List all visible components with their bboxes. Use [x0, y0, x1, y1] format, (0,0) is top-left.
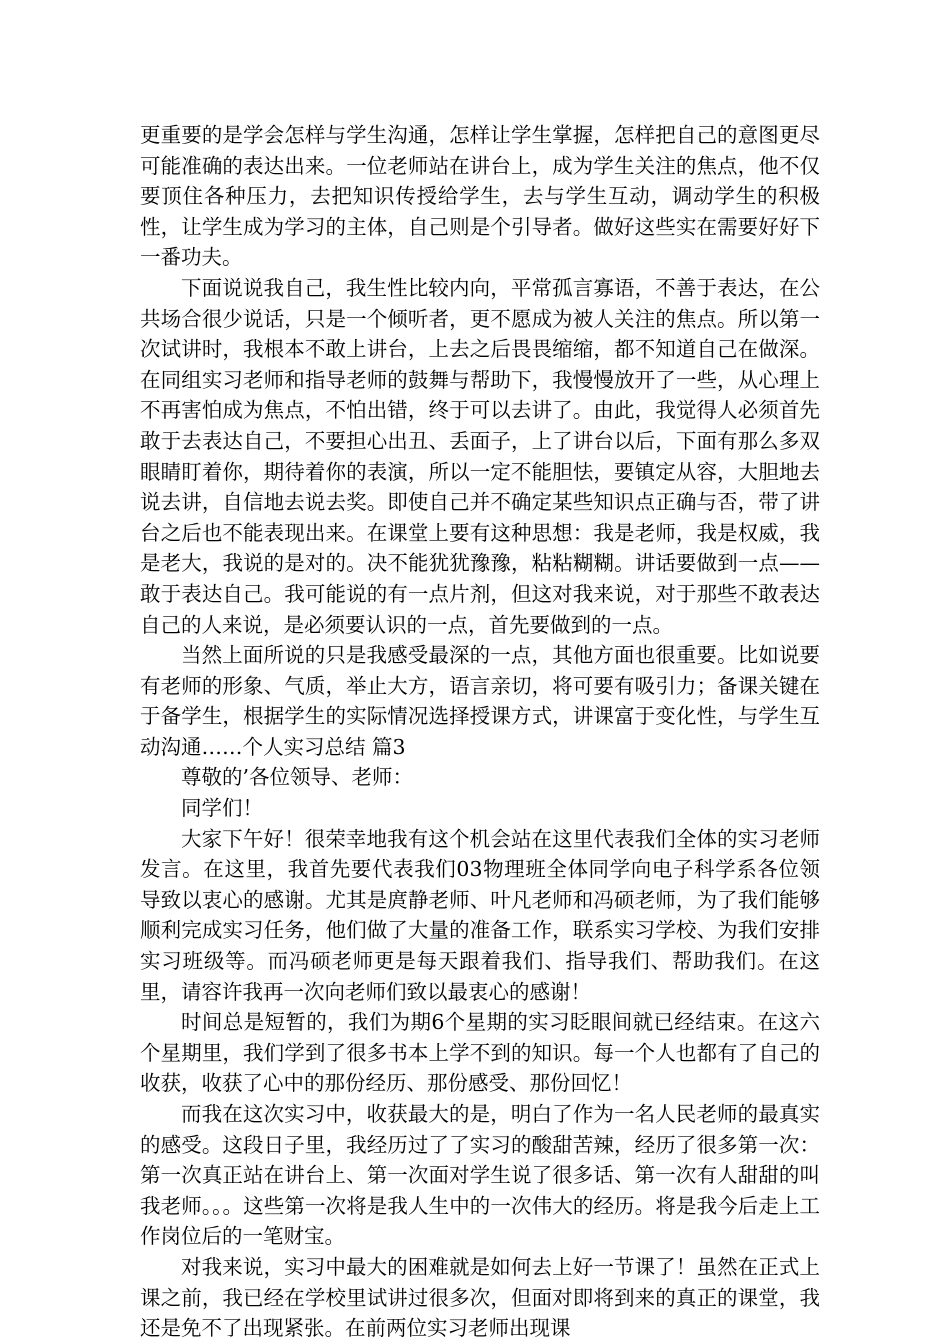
paragraph-8: 而我在这次实习中，收获最大的是，明白了作为一名人民老师的最真实的感受。这段日子里，我经历过了了实习的酸甜苦辣，经历了很多第一次：第一次真正站在讲台上、第一次面对学生说了很多话、第一次有人甜甜的叫我老师。。。这些第一次将是我人生中的一次伟大的经历。将是我今后走上工作岗位后的一笔财宝。 [140, 1102, 820, 1249]
paragraph-2: 下面说说我自己，我生性比较内向，平常孤言寡语，不善于表达，在公共场合很少说话，只是一个倾听者，更不愿成为被人关注的焦点。所以第一次试讲时，我根本不敢上讲台，上去之后畏畏缩缩，都不知道自己在做深。在同组实习老师和指导老师的鼓舞与帮助下，我慢慢放开了一些，从心理上不再害怕成为焦点，不怕出错，终于可以去讲了。由此，我觉得人必须首先敢于去表达自己，不要担心出丑、丢面子，上了讲台以后，下面有那么多双眼睛盯着你，期待着你的表演，所以一定不能胆怯，要镇定从容，大胆地去说去讲，自信地去说去奖。即使自己并不确定某些知识点正确与否，带了讲台之后也不能表现出来。在课堂上要有这种思想：我是老师，我是权威，我是老大，我说的是对的。决不能犹犹豫豫，粘粘糊糊。讲话要做到一点——敢于表达自己。我可能说的有一点片剂，但这对我来说，对于那些不敢表达自己的人来说，是必须要认识的一点，首先要做到的一点。 [140, 275, 820, 637]
paragraph-7: 时间总是短暂的，我们为期6个星期的实习眨眼间就已经结束。在这六个星期里，我们学到了很多书本上学不到的知识。每一个人也都有了自己的收获，收获了心中的那份经历、那份感受、那份回忆！ [140, 1010, 820, 1096]
paragraph-3: 当然上面所说的只是我感受最深的一点，其他方面也很重要。比如说要有老师的形象、气质，举止大方，语言亲切，将可要有吸引力；备课关键在于备学生，根据学生的实际情况选择授课方式，讲课富于变化性，与学生互动沟通……个人实习总结 篇3 [140, 643, 820, 759]
salutation: 尊敬的’各位领导、老师： [181, 765, 414, 790]
paragraph-1: 更重要的是学会怎样与学生沟通，怎样让学生掌握，怎样把自己的意图更尽可能准确的表达出来。一位老师站在讲台上，成为学生关注的焦点，他不仅要顶住各种压力，去把知识传授给学生，去与学生互动，调动学生的积极性，让学生成为学习的主体，自己则是个引导者。做好这些实在需要好好下一番功夫。 [140, 123, 820, 270]
document-body [140, 120, 820, 1344]
paragraph-9: 对我来说，实习中最大的困难就是如何去上好一节课了！虽然在正式上课之前，我已经在学校里试讲过很多次，但面对即将到来的真正的课堂，我还是免不了出现紧张。在前两位实习老师出现课 [140, 1254, 820, 1341]
greeting: 同学们！ [181, 796, 263, 821]
paragraph-6: 大家下午好！很荣幸地我有这个机会站在这里代表我们全体的实习老师发言。在这里，我首先要代表我们03物理班全体同学向电子科学系各位领导致以衷心的感谢。尤其是庹静老师、叶凡老师和冯硕老师，为了我们能够顺利完成实习任务，他们做了大量的准备工作，联系实习学校、为我们安排实习班级等。而冯硕老师更是每天跟着我们、指导我们、帮助我们。在这里，请容许我再一次向老师们致以最衷心的感谢！ [140, 826, 820, 1004]
